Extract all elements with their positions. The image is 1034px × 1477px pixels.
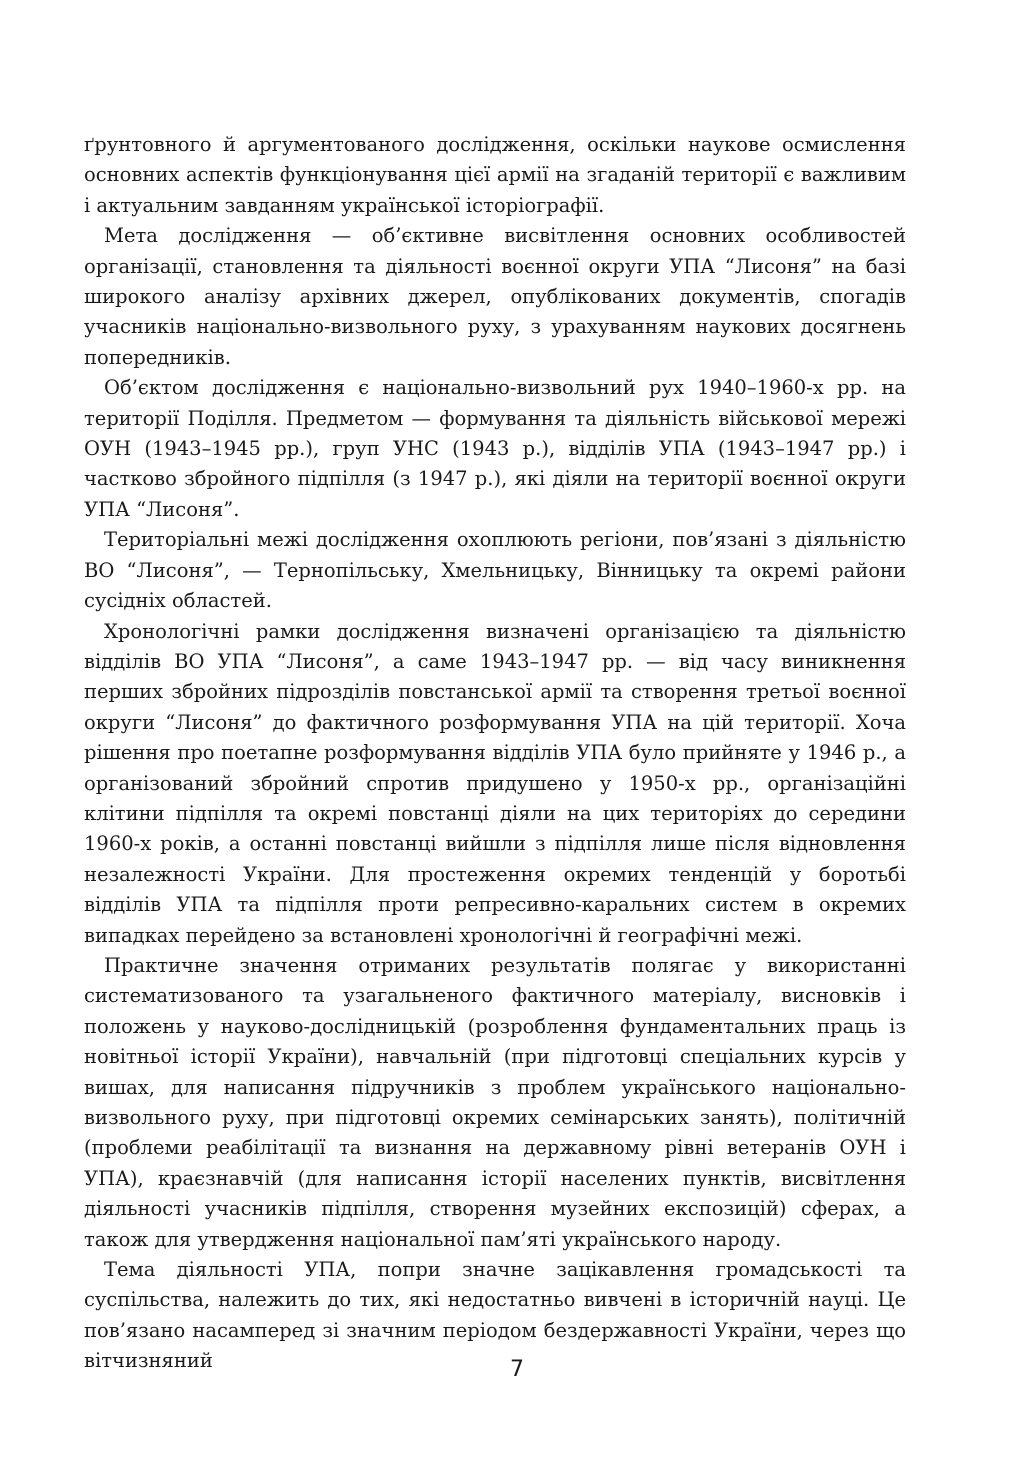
paragraph-continuation: ґрунтовного й аргументованого дослідження, оскільки наукове осмислення основних аспектів функціонування цієї армії на згаданій території є важливим і актуальним завданням української історіографії. <box>84 133 906 217</box>
body-text <box>84 130 906 1377</box>
paragraph-chronology: Хронологічні рамки дослідження визначені організацією та діяльністю відділів ВО УПА “Лисоня”, а саме 1943–1947 рр. — від часу виникнення перших збройних підрозділів повстанської армії та створення третьої воєнної округи “Лисоня” до фактичного розформування УПА на цій території. Хоча рішення про поетапне розформування відділів УПА було прийняте у 1946 р., а організований збройний спротив придушено у 1950-х рр., організаційні клітини підпілля та окремі повстанці діяли на цих територіях до середини 1960-х років, а останні повстанці вийшли з підпілля лише після відновлення незалежності України. Для простеження окремих тенденцій у боротьбі відділів УПА та підпілля проти репресивно-каральних систем в окремих випадках перейдено за встановлені хронологічні й географічні межі. <box>84 619 906 947</box>
paragraph-topic: Тема діяльності УПА, попри значне зацікавлення громадськості та суспільства, належить до тих, які недостатньо вивчені в історичній науці. Це пов’язано насамперед зі значним періодом бездержавності України, через що вітчизняний <box>84 1258 906 1373</box>
paragraph-object: Об’єктом дослідження є національно-визвольний рух 1940–1960-х рр. на території Поділля. Предметом — формування та діяльність військової мережі ОУН (1943–1945 рр.), груп УНС (1943 р.), відділів УПА (1943–1947 рр.) і частково збройного підпілля (з 1947 р.), які діяли на території воєнної округи УПА “Лисоня”. <box>84 376 906 521</box>
paragraph-practical: Практичне значення отриманих результатів полягає у використанні систематизованого та узагальненого фактичного матеріалу, висновків і положень у науково-дослідницькій (розроблення фундаментальних праць із новітньої історії України), навчальній (при підготовці спеціальних курсів у вишах, для написання підручників з проблем українського національно-визвольного руху, при підготовці окремих семінарських занять), політичній (проблеми реабілітації та визнання на державному рівні ветеранів ОУН і УПА), краєзнавчій (для написання історії населених пунктів, висвітлення діяльності учасників підпілля, створення музейних експозицій) сферах, а також для утвердження національної пам’яті українського народу. <box>84 953 906 1251</box>
paragraph-territory: Територіальні межі дослідження охоплюють регіони, пов’язані з діяльністю ВО “Лисоня”, — Тернопільську, Хмельницьку, Вінницьку та окремі райони сусідніх областей. <box>84 528 906 613</box>
paragraph-purpose: Мета дослідження — об’єктивне висвітлення основних особливостей організації, становлення та діяльності воєнної округи УПА “Лисоня” на базі широкого аналізу архівних джерел, опублікованих документів, спогадів учасників національно-визвольного руху, з урахуванням наукових досягнень попередників. <box>84 224 906 369</box>
page-number: 7 <box>510 1357 524 1382</box>
